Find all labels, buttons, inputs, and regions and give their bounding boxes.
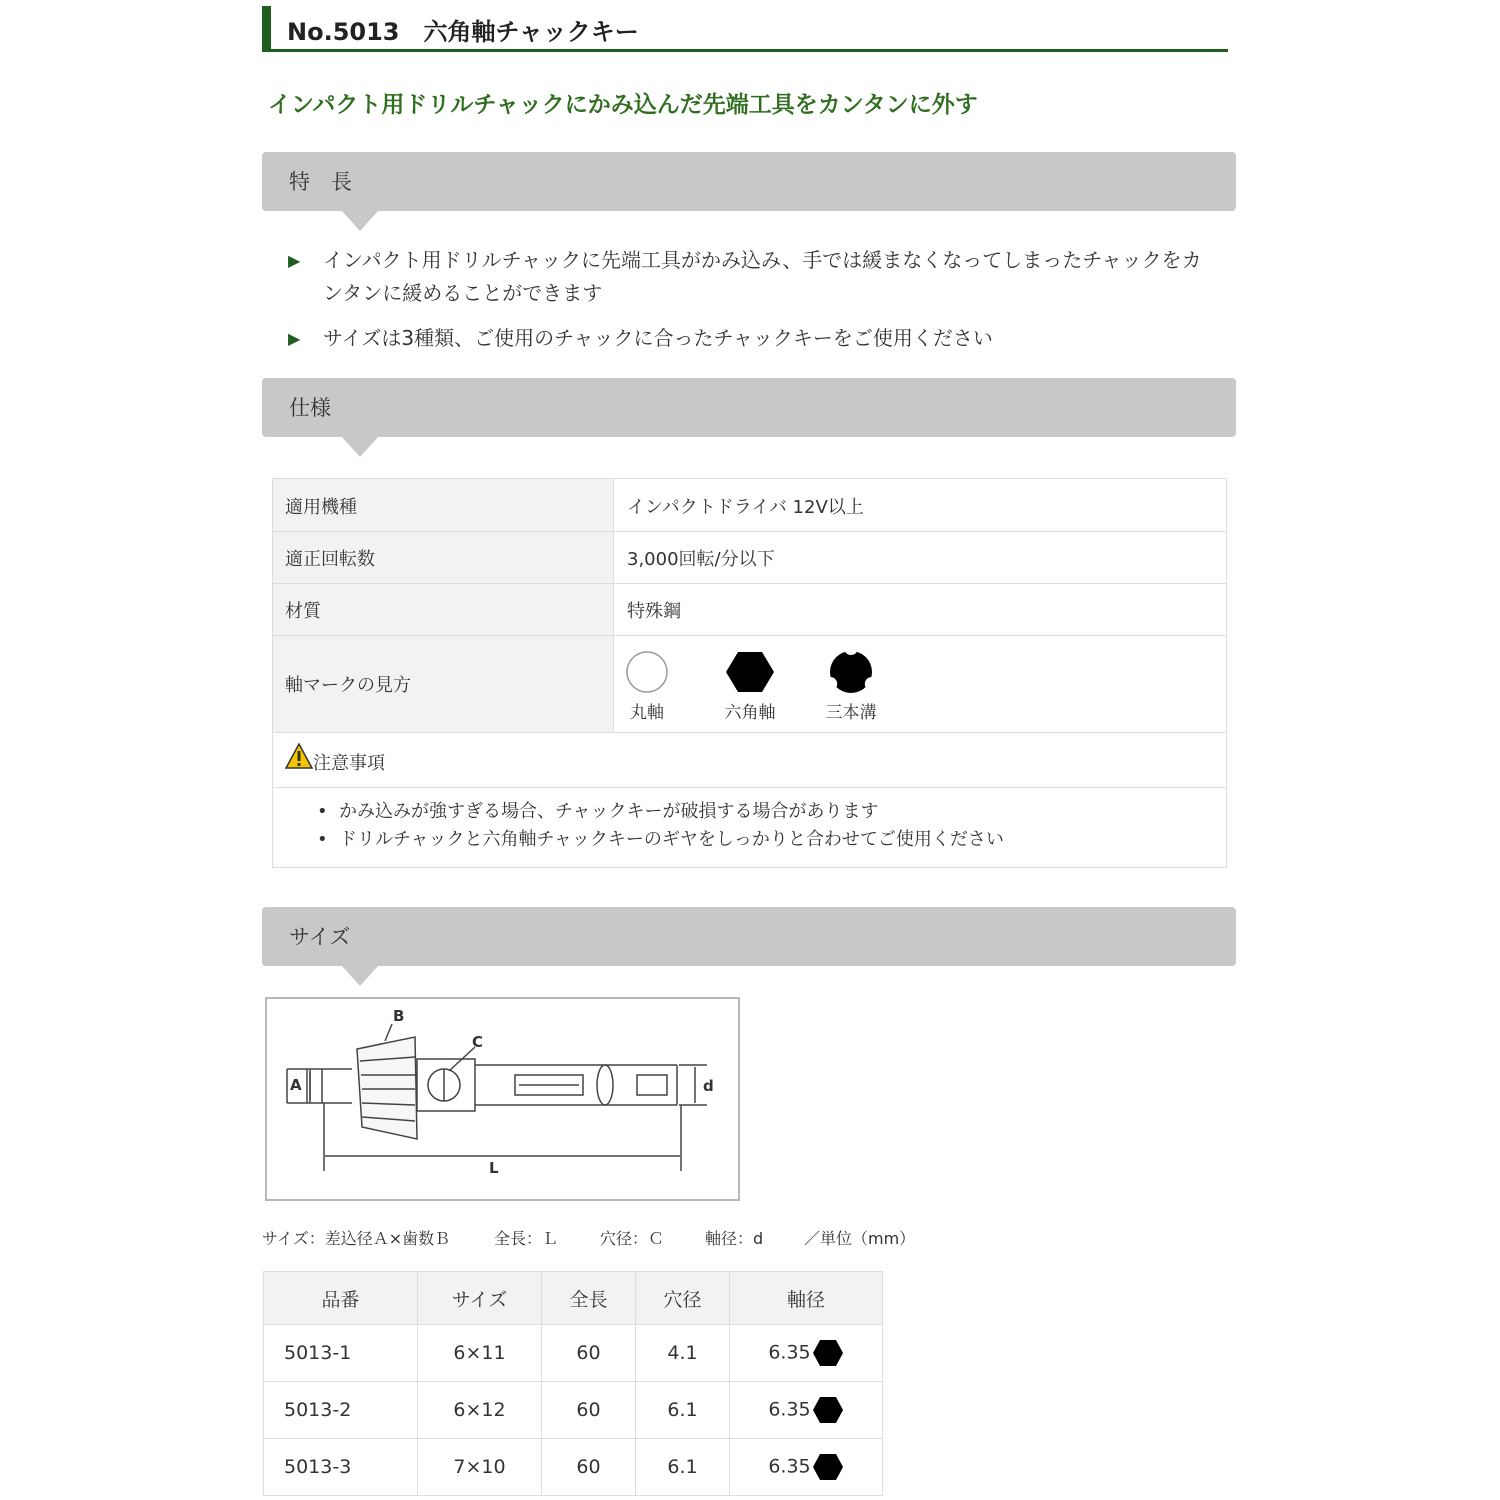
part-number: 5013-3 xyxy=(264,1439,418,1496)
dimension-diagram xyxy=(265,997,740,1201)
spec-label: 軸マークの見方 xyxy=(285,675,411,696)
table-row xyxy=(264,1382,883,1439)
triangle-bullet-icon: ▶ xyxy=(288,251,301,270)
spec-label: 材質 xyxy=(285,601,321,622)
dim-label-d: d xyxy=(703,1077,714,1095)
shaft-value: 6.35 xyxy=(768,1341,811,1364)
spec-table xyxy=(272,478,1227,868)
caution-label: 注意事項 xyxy=(313,753,385,774)
caution-row xyxy=(273,732,1226,787)
features-section-header xyxy=(262,152,1236,211)
dim-label-a: A xyxy=(290,1076,302,1094)
dim-label-l: L xyxy=(489,1159,499,1177)
legend-item: 全長：Ｌ xyxy=(494,1229,559,1248)
legend-item: 穴径：Ｃ xyxy=(600,1229,665,1248)
spec-row-marks xyxy=(273,635,1226,732)
length-cell: 60 xyxy=(542,1382,636,1439)
length-cell: 60 xyxy=(542,1439,636,1496)
mark-three-groove xyxy=(825,650,877,723)
shaft-cell xyxy=(730,1325,883,1382)
dim-label-b: B xyxy=(393,1007,405,1025)
spec-value: 特殊鋼 xyxy=(627,601,681,622)
legend-item: ／単位（mm） xyxy=(804,1229,916,1248)
mark-label: 三本溝 xyxy=(825,703,877,723)
size-cell: 6×12 xyxy=(418,1382,542,1439)
shaft-value: 6.35 xyxy=(768,1455,811,1478)
hole-cell: 6.1 xyxy=(636,1439,730,1496)
header-notch xyxy=(342,966,378,986)
header-notch xyxy=(342,211,378,231)
size-cell: 7×10 xyxy=(418,1439,542,1496)
shaft-cell xyxy=(730,1439,883,1496)
col-header: 軸径 xyxy=(730,1272,883,1325)
catch-copy: インパクト用ドリルチャックにかみ込んだ先端工具をカンタンに外す xyxy=(268,92,978,118)
header-notch xyxy=(342,437,378,457)
hole-cell: 6.1 xyxy=(636,1382,730,1439)
round-shaft-icon xyxy=(625,650,669,694)
col-header: 品番 xyxy=(264,1272,418,1325)
spec-value: 3,000回転/分以下 xyxy=(627,549,775,570)
dim-label-c: C xyxy=(472,1033,484,1051)
size-heading: サイズ xyxy=(289,925,351,949)
table-row xyxy=(264,1439,883,1496)
three-groove-shaft-icon xyxy=(829,650,873,694)
caution-notes-row xyxy=(273,787,1226,867)
size-section-header xyxy=(262,907,1236,966)
part-number: 5013-1 xyxy=(264,1325,418,1382)
table-row xyxy=(264,1325,883,1382)
shaft-cell xyxy=(730,1382,883,1439)
spec-section-header xyxy=(262,378,1236,437)
col-header: 穴径 xyxy=(636,1272,730,1325)
features-heading: 特 長 xyxy=(289,170,352,194)
spec-row xyxy=(273,583,1226,635)
size-table-header xyxy=(264,1272,883,1325)
hex-shaft-icon xyxy=(812,1339,844,1367)
shaft-value: 6.35 xyxy=(768,1398,811,1421)
spec-value: インパクトドライバ 12V以上 xyxy=(627,497,864,518)
triangle-bullet-icon: ▶ xyxy=(288,329,301,348)
hex-shaft-icon xyxy=(725,650,775,694)
mark-label: 丸軸 xyxy=(630,703,664,723)
chuck-key-drawing xyxy=(267,999,738,1199)
feature-text: サイズは3種類、ご使用のチャックに合ったチャックキーをご使用ください xyxy=(323,326,993,350)
size-cell: 6×11 xyxy=(418,1325,542,1382)
mark-hex xyxy=(724,650,776,723)
title-bar xyxy=(262,6,1228,52)
spec-heading: 仕様 xyxy=(289,396,331,420)
hex-shaft-icon xyxy=(812,1396,844,1424)
spec-label: 適用機種 xyxy=(285,497,357,518)
page-title: No.5013 六角軸チャックキー xyxy=(287,18,639,46)
caution-item: • ドリルチャックと六角軸チャックキーのギヤをしっかりと合わせてご使用ください xyxy=(317,826,1004,854)
mark-round xyxy=(625,650,669,723)
spec-label: 適正回転数 xyxy=(285,549,375,570)
hole-cell: 4.1 xyxy=(636,1325,730,1382)
legend-item: 軸径：d xyxy=(705,1229,764,1248)
spec-row xyxy=(273,531,1226,583)
caution-item: • かみ込みが強すぎる場合、チャックキーが破損する場合があります xyxy=(317,798,1004,826)
legend-item: サイズ：差込径Ａ×歯数Ｂ xyxy=(262,1229,451,1248)
mark-label: 六角軸 xyxy=(724,703,776,723)
col-header: 全長 xyxy=(542,1272,636,1325)
spec-row xyxy=(273,479,1226,531)
feature-text: インパクト用ドリルチャックに先端工具がかみ込み、手では緩まなくなってしまったチャックをカンタンに緩めることができます xyxy=(323,248,1202,305)
part-number: 5013-2 xyxy=(264,1382,418,1439)
col-header: サイズ xyxy=(418,1272,542,1325)
hex-shaft-icon xyxy=(812,1453,844,1481)
warning-icon xyxy=(285,743,313,769)
caution-list xyxy=(317,798,1004,854)
size-table xyxy=(263,1271,883,1496)
length-cell: 60 xyxy=(542,1325,636,1382)
